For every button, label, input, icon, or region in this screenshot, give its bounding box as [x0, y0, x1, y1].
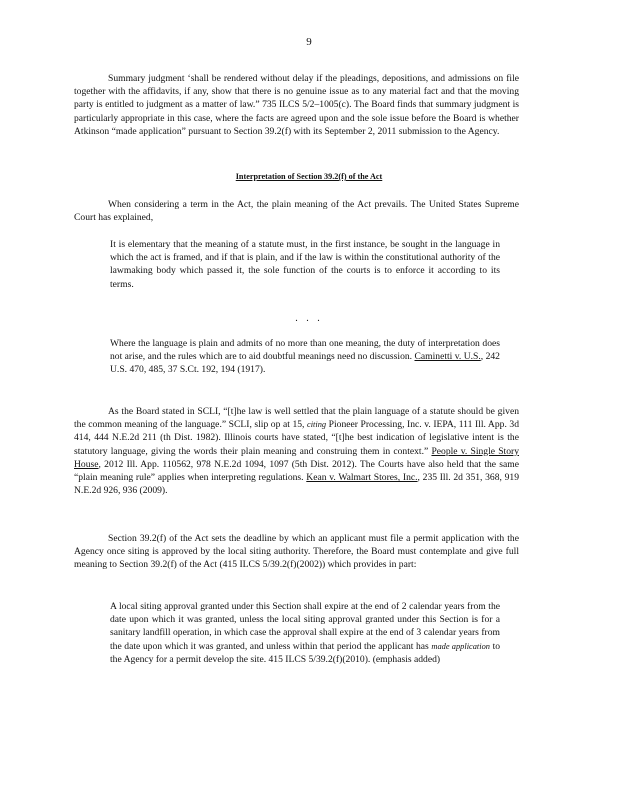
paragraph-plain-meaning: When considering a term in the Act, the plain meaning of the Act prevails. The United States Supreme Court has explained, — [74, 199, 519, 224]
case-name-kean: Kean v. Walmart Stores, Inc. — [306, 472, 418, 484]
case-name-single-story-house: People v. Single Story House — [74, 445, 520, 470]
block-quote-section-39-2f — [110, 600, 500, 666]
block-quote-caminetti — [110, 337, 500, 377]
page-number: 9 — [306, 36, 312, 48]
paragraph-section-39-2f: Section 39.2(f) of the Act sets the deadline by which an applicant must file a permit application with the Agency once siting is approved by the local siting authority. Therefore, the Board must contemplate and give full meaning to Section 39.2(f) of the Act (415 ILCS 5/39.2(f)(2002)) which provides in part: — [74, 533, 519, 571]
case-citation: , 242 U.S. 470, 485, 37 S.Ct. 192, 194 (1917). — [110, 351, 500, 376]
text-segment: , 235 Ill. 2d 351, 368, 919 N.E.2d 926, 936 (2009). — [74, 472, 520, 497]
text-segment: , 2012 Ill. App. 110562, 978 N.E.2d 1094, 1097 (5th Dist. 2012). The Courts have also held that the same “plain meaning rule” applies when interpreting regulations. — [74, 458, 519, 484]
text-segment: A local siting approval granted under this Section shall expire at the end of 2 calendar years from the date upon which it was granted, unless the local siting approval granted under this Section is for a sanitary landfill operation, in which case the approval shall expire at the end of 3 calendar years from the date upon which it was granted, and unless within that period the applicant has — [110, 601, 500, 652]
text-segment: to the Agency for a permit develop the site. 415 ILCS 5/39.2(f)(2010). (emphasis added) — [110, 640, 501, 665]
citing-signal: citing — [307, 420, 327, 430]
paragraph-summary-judgment: Summary judgment ‘shall be rendered without delay if the pleadings, depositions, and admissions on file together with the affidavits, if any, show that there is no genuine issue as to any material fact and that the moving party is entitled to judgment as a matter of law.” 735 ILCS 5/2–1005(c). The Board finds that summary judgment is particularly appropriate in this case, where the facts are agreed upon and the sole issue before the Board is whether Atkinson “made application” pursuant to Section 39.2(f) with its September 2, 2011 submission to the Agency. — [74, 73, 519, 137]
ellipsis-separator: . . . — [295, 313, 323, 324]
quote-text: Where the language is plain and admits of no more than one meaning, the duty of interpretation does not arise, and the rules which are to aid doubtful meanings need no discussion. — [110, 338, 500, 363]
section-heading: Interpretation of Section 39.2(f) of the Act — [235, 172, 383, 181]
text-segment: Pioneer Processing, Inc. v. IEPA, 111 Ill. App. 3d 414, 444 N.E.2d 211 (th Dist. 1982). Illinois courts have stated, “[t]he best indication of legislative intent is the statutory language, giving the words their plain meaning and construing them in context.” — [74, 419, 519, 457]
text-segment: As the Board stated in SCLI, “[t]he law is well settled that the plain language of a statute should be given the common meaning of the language.” SCLI, slip op at 15, — [74, 406, 519, 431]
block-quote-statute: It is elementary that the meaning of a statute must, in the first instance, be sought in the language in which the act is framed, and if that is plain, and if the law is within the constitutional authority of the lawmaking body which passed it, the sole function of the courts is to enforce it according to its terms. — [110, 239, 500, 290]
case-name-caminetti: Caminetti v. U.S. — [414, 351, 481, 363]
paragraph-scli — [74, 405, 519, 497]
emphasis-made-application: made application — [431, 641, 490, 651]
